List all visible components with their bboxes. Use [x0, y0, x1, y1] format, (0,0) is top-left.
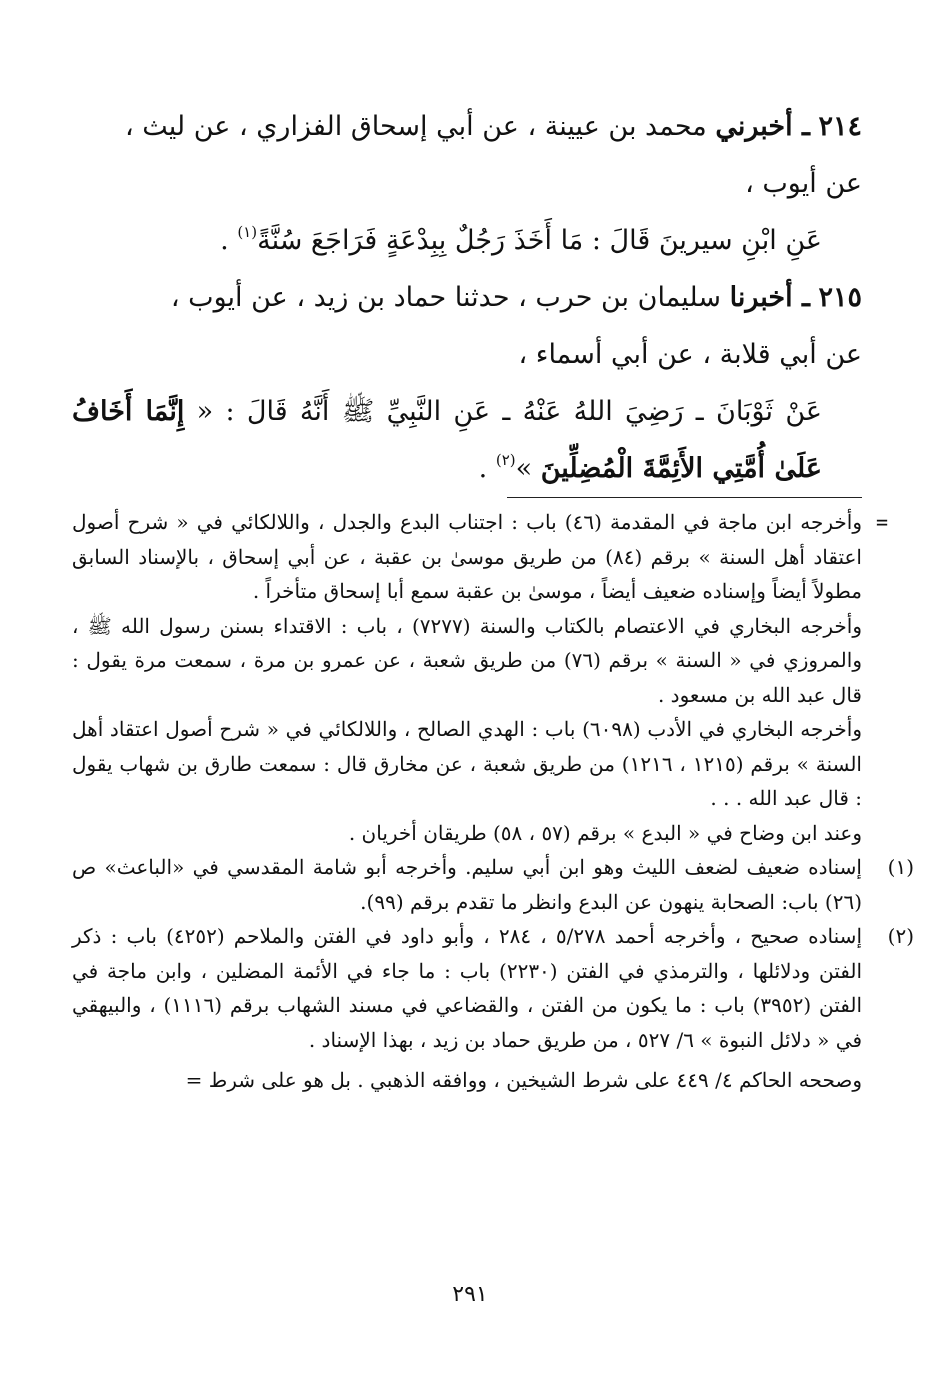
footnotes	[72, 505, 914, 1098]
isnad-text: محمد بن عيينة ، عن أبي إسحاق الفزاري ، عن ليث ،	[124, 111, 707, 142]
footnote-carry-over: وأخرجه البخاري في الأدب (٦٠٩٨) باب : الهدي الصالح ، واللالكائي في « شرح أصول اعتقاد أهل السنة » برقم (١٢١٥ ، ١٢١٦) من طريق شعبة ، عن مخارق قال : سمعت طارق بن شهاب يقول : قال عبد الله . . .	[72, 717, 862, 810]
hadith-number: ٢١٥	[818, 282, 862, 313]
hadith-number: ٢١٤	[818, 111, 862, 142]
period: .	[478, 453, 488, 484]
hadith-215-chain-cont	[72, 326, 862, 383]
isnad-text: سليمان بن حرب ، حدثنا حماد بن زيد ، عن أيوب ،	[170, 282, 721, 313]
footnote-2	[72, 919, 914, 1057]
footnote-label: (٢)	[887, 924, 914, 948]
matn-text: عَنِ ابْنِ سيرينَ قَالَ : مَا أَخَذَ رَجُلٌ بِبِدْعَةٍ فَرَاجَعَ سُنَّةً	[257, 225, 822, 256]
footnote-final-line: وصححه الحاكم ٤/ ٤٤٩ على شرط الشيخين ، ووافقه الذهبي . بل هو على شرط =	[185, 1068, 862, 1092]
isnad-text: عن أبي قلابة ، عن أبي أسماء ،	[518, 339, 862, 370]
footnote-separator	[507, 497, 862, 498]
footnote-text: إسناده ضعيف لضعف الليث وهو ابن أبي سليم. وأخرجه أبو شامة المقدسي في «الباعث» ص (٢٦) باب: الصحابة ينهون عن البدع وانظر ما تقدم برقم (٩٩).	[72, 855, 862, 914]
page-number: ٢٩١	[452, 1282, 488, 1307]
matn-intro: عَنْ ثَوْبَانَ ـ رَضِيَ اللهُ عَنْهُ ـ عَنِ النَّبِيِّ ﷺ أَنَّهُ قَالَ : «	[196, 396, 822, 427]
narration-lead: أخبرنا	[729, 282, 793, 313]
footnote-text: إسناده صحيح ، وأخرجه أحمد ٥/٢٧٨ ، ٢٨٤ ، وأبو داود في الفتن والملاحم (٤٢٥٢) باب : ذكر الفتن ودلائلها ، والترمذي في الفتن (٢٢٣٠) باب : ما جاء في الأئمة المضلين ، وابن ماجة في الفتن (٣٩٥٢) باب : ما يكون من الفتن ، والقضاعي في مسند الشهاب برقم (١١١٦) ، والبيهقي في « دلائل النبوة » ٦/ ٥٢٧ ، من طريق حماد بن زيد ، بهذا الإسناد .	[72, 924, 863, 1052]
hadith-215-text	[72, 383, 862, 497]
period: .	[220, 225, 229, 256]
main-text	[72, 98, 862, 497]
footnote-carry-over: وأخرجه البخاري في الاعتصام بالكتاب والسنة (٧٢٧٧) ، باب : الاقتداء بسنن رسول الله ﷺ ، والمروزي في « السنة » برقم (٧٦) من طريق شعبة ، عن عمرو بن مرة ، سمعت مرة يقول : قال عبد الله بن مسعود .	[72, 613, 862, 707]
footnote-carry-over: وأخرجه ابن ماجة في المقدمة (٤٦) باب : اجتناب البدع والجدل ، واللالكائي في « شرح أصول اعتقاد أهل السنة » برقم (٨٤) من طريق موسىٰ بن عقبة ، عن أبي إسحاق ، بالإسناد السابق مطولاً أيضاً وإسناده ضعيف أيضاً ، موسىٰ بن عقبة سمع أبا إسحاق متأخراً .	[72, 510, 862, 603]
footnote-label: (١)	[887, 855, 914, 879]
narration-lead: أخبرني	[715, 111, 793, 142]
footnote-ref-1: (١)	[237, 223, 258, 241]
footnote-ref-2: (٢)	[495, 451, 516, 469]
matn-quote: إِنَّمَا أَخَافُ عَلَىٰ أُمَّتِي الأَئِمَّةَ الْمُضِلِّينَ	[72, 396, 822, 484]
footnote-carry-over: وعند ابن وضاح في « البدع » برقم (٥٧ ، ٥٨) طريقان أخريان .	[348, 820, 862, 845]
quote-close: »	[515, 453, 533, 484]
hadith-214-chain-cont	[72, 155, 862, 212]
hadith-214-chain: ٢١٤ ـ أخبرني محمد بن عيينة ، عن أبي إسحاق الفزاري ، عن ليث ،	[124, 111, 862, 142]
footnote-1	[72, 850, 914, 919]
hadith-215-chain: ٢١٥ ـ أخبرنا سليمان بن حرب ، حدثنا حماد بن زيد ، عن أيوب ،	[170, 282, 862, 313]
hadith-214-text	[72, 212, 862, 269]
isnad-text: عن أيوب ،	[745, 168, 862, 199]
continuation-mark: =	[875, 510, 888, 534]
